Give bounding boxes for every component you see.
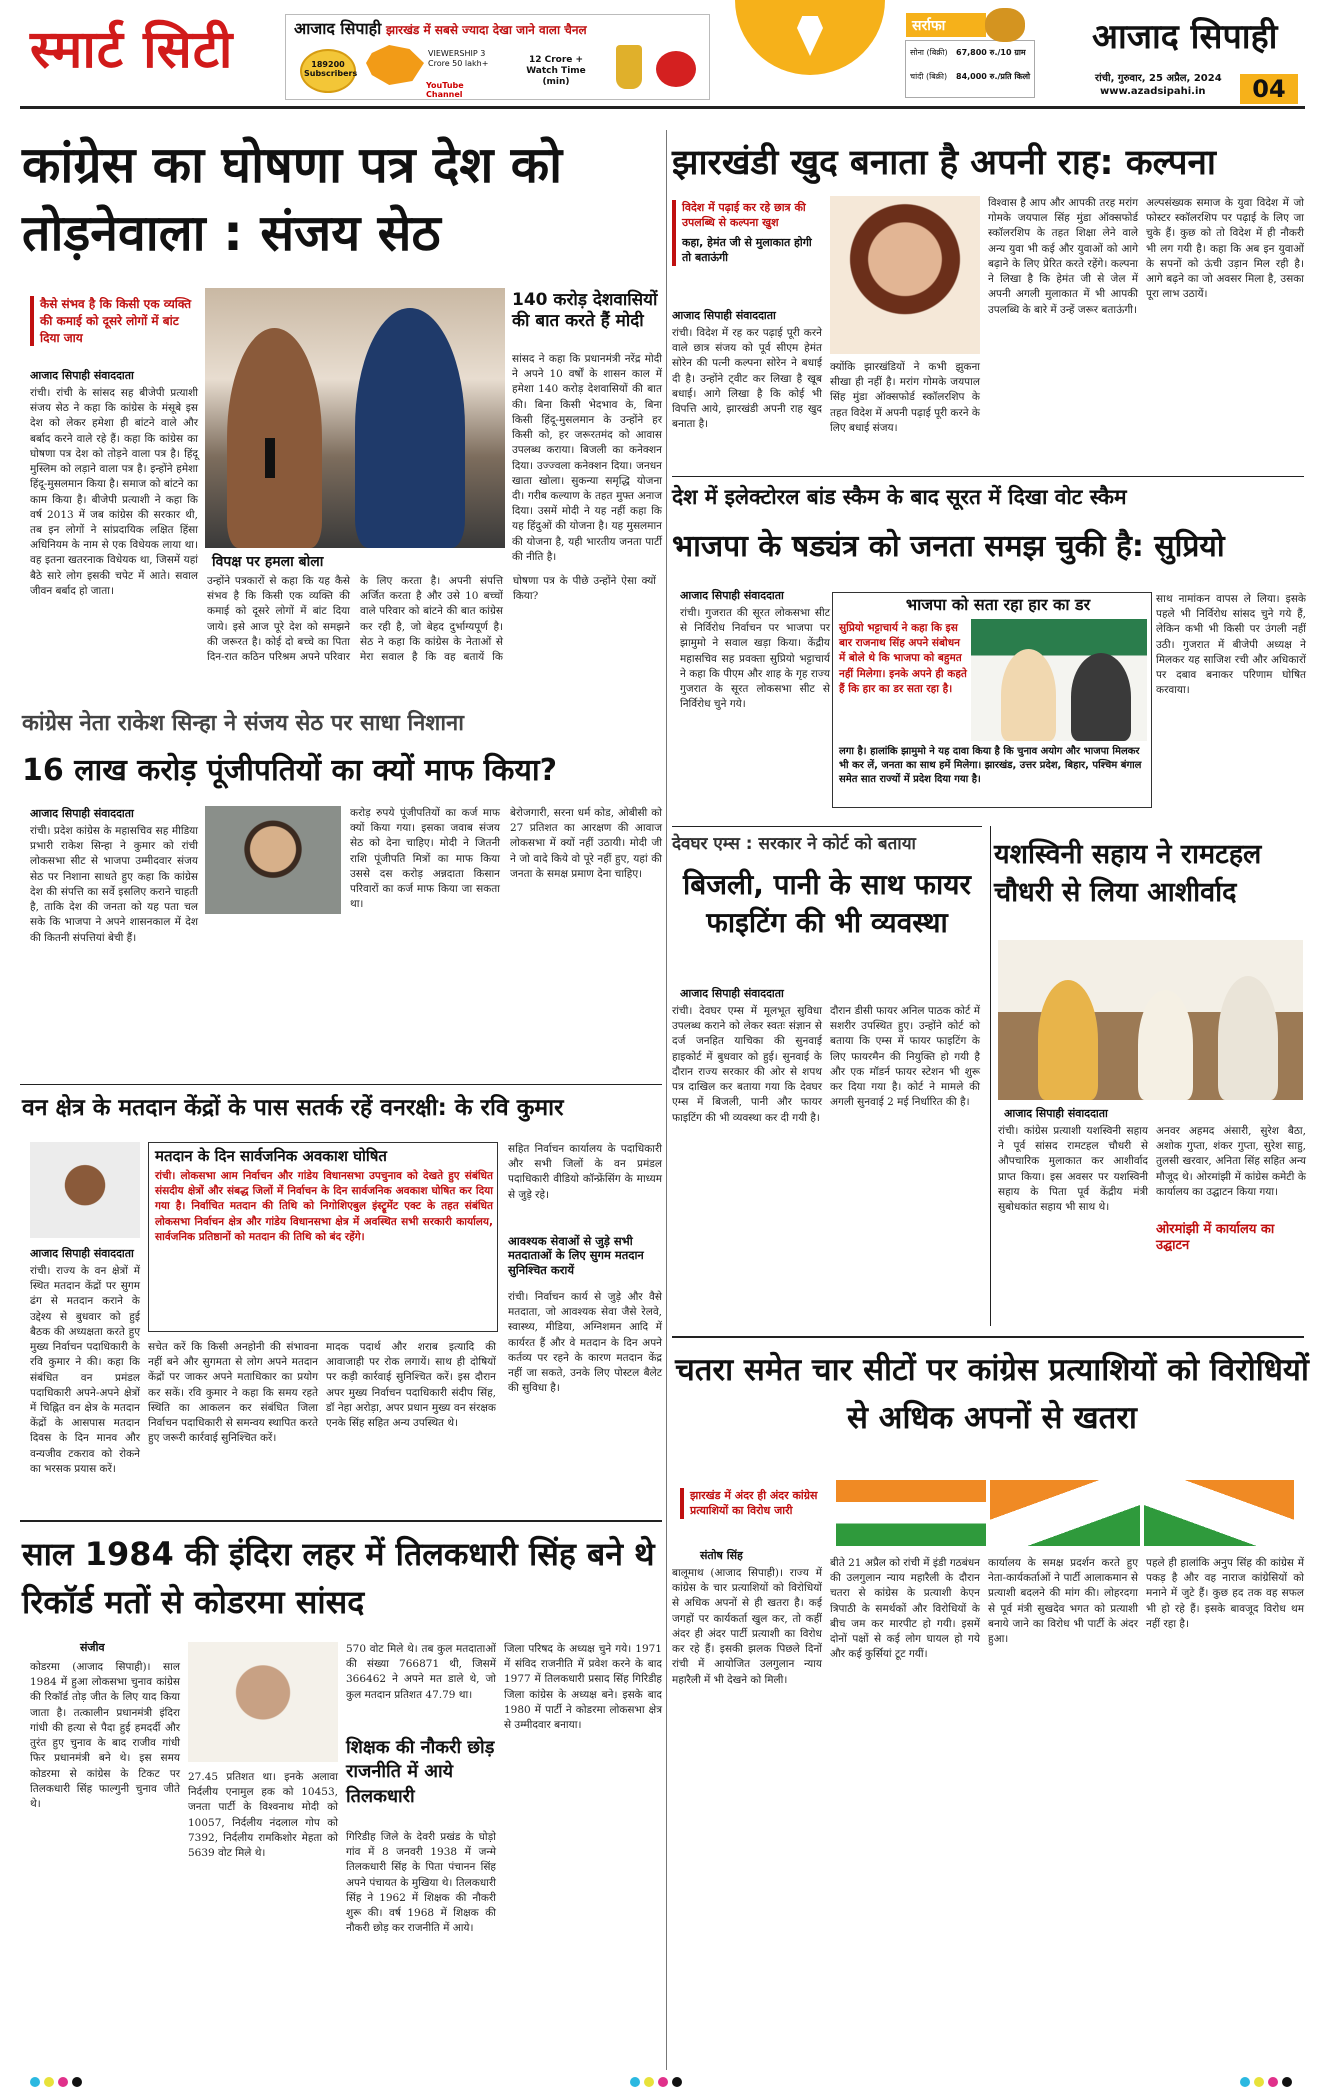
registration-marks-center (630, 2072, 686, 2091)
story1-headline: कांग्रेस का घोषणा पत्र देश को तोड़नेवाला : संजय सेठ (22, 136, 563, 262)
story9-body4: गिरिडीह जिले के देवरी प्रखंड के घोड़ो गांव में 8 जनवरी 1938 में जन्मे तिलकधारी सिंह के पिता पंचानन सिंह अपने पंचायत के मुखिया थे। तिलकधारी सिंह ने 1962 में शिक्षक की नौकरी शुरू की। वर्ष 1968 में शिक्षक की नौकरी छोड़ कर राजनीति में आये। (346, 1831, 496, 1935)
story8-flag-photo-1 (836, 1480, 986, 1546)
dot-cyan (630, 2077, 640, 2087)
story3-box (832, 592, 1152, 808)
story2-body2: क्योंकि झारखंडियों ने कभी झुकना सीखा ही नहीं है। मरांग गोमके जयपाल सिंह मुंडा ऑक्सफोर्ड स्कॉलरशिप के तहत विदेश में अपनी पढ़ाई पूरी करने के लिए बधाई संजय। (830, 361, 980, 434)
story7-photo (30, 1142, 140, 1238)
story8-flag-photo-2 (990, 1480, 1140, 1546)
story1-body1: रांची। रांची के सांसद सह बीजेपी प्रत्याशी संजय सेठ ने कहा कि कांग्रेस के मंसूबे इस देश को लेकर हमेशा ही बांटने वाले और बर्बाद करने वाले रहे हैं। कहा कि कांग्रेस का घोषणा पत्र देश को तोड़ने वाला पत्र है। हिंदू मुस्लिम को लड़ाने वाला पत्र है। इन्होंने हमेशा हिंदू-मुसलमान किया है। समाज को बांटने का काम किया है। बीजेपी प्रत्याशी ने कहा कि वर्ष 2013 में जब कांग्रेस की सरकार थी, तब इन लोगों ने सांप्रदायिक लक्षित हिंसा अधिनियम के नाम से एक विधेयक लाया था। वह इतना खतरनाक विधेयक था, जिसमें यहां बैठे सारे लोग इसकी चपेट में आते। सवाल जीवन बर्बाद हो जाता। (30, 387, 198, 597)
silver-price: 84,000 रु./प्रति किलो (956, 72, 1031, 81)
dot-cyan (1240, 2077, 1250, 2087)
story8-divider (672, 1336, 1304, 1338)
dot-black (72, 2077, 82, 2087)
story1-photo (205, 288, 505, 548)
dot-magenta (1268, 2077, 1278, 2087)
story6-divider (990, 826, 991, 1326)
story4-body3: बेरोजगारी, सरना धर्म कोड, ओबीसी को 27 प्रतिशत का आरक्षण की आवाज लोकसभा में क्यों नहीं उठायी। मोदी जी ने जो वादे किये वो पूरे नहीं हुए, यहां की जनता के समक्ष प्रमाण देना चाहिए। (510, 807, 662, 880)
page-number: 04 (1240, 74, 1298, 104)
channel-ad (285, 14, 710, 100)
story5-body2: दौरान डीसी फायर अनिल पाठक कोर्ट में सशरीर उपस्थित हुए। उन्होंने कोर्ट को बताया कि एम्स में फायर फाइटिंग के लिए फायरमैन की नियुक्ति हो गयी है और एक मॉडर्न फायर स्टेशन भी शुरू कर दिया गया है। कोर्ट ने मामले की अगली सुनवाई 2 मई निर्धारित की है। (830, 1005, 980, 1109)
bullion-box (905, 18, 1035, 98)
story8-kicker: झारखंड में अंदर ही अंदर कांग्रेस प्रत्याशियों का विरोध जारी (680, 1488, 830, 1519)
story7-box-text: रांची। लोकसभा आम निर्वाचन और गांडेय विधानसभा उपचुनाव को देखते हुए संबंधित संसदीय क्षेत्रों और संबद्ध जिलों में निर्वाचन के दिन सार्वजनिक अवकाश घोषित कर दिया गया है। निर्वाचित मतदान की तिथि को निगोशिएबुल इंस्ट्रूमेंट एक्ट के तहत संबंधित लोकसभा निर्वाचन क्षेत्र और गांडेय विधानसभा क्षेत्र में अवस्थित सभी सरकारी कार्यालय, सार्वजनिक प्रतिष्ठानों को मतदान की तिथि को बंद रहेंगे। (155, 1170, 493, 1243)
dot-black (1282, 2077, 1292, 2087)
story4-kicker: कांग्रेस नेता राकेश सिन्हा ने संजय सेठ पर साधा निशाना (22, 711, 464, 736)
dot-magenta (58, 2077, 68, 2087)
story2-kicker-line1: विदेश में पढ़ाई कर रहे छात्र की उपलब्धि से कल्पना खुश (682, 201, 806, 230)
story6-byline: आजाद सिपाही संवाददाता (1004, 1107, 1108, 1120)
story5-body1: रांची। देवघर एम्स में मूलभूत सुविधा उपलब्ध कराने को लेकर स्वतः संज्ञान से दर्ज जनहित याचिका की सुनवाई हाइकोर्ट में बुधवार को हुई। सुनवाई के दौरान राज्य सरकार की ओर से शपथ पत्र दाखिल कर बताया गया कि देवघर एम्स में बिजली, पानी और फायर फाइटिंग की भी व्यवस्था कर दी गयी है। (672, 1005, 822, 1124)
story3-photo (971, 619, 1147, 741)
ad-watch-time: 12 Crore + Watch Time (min) (526, 55, 586, 87)
story9-photo (188, 1642, 338, 1762)
ad-subscribers: 189200 Subscribers (304, 60, 358, 78)
story9-body5: जिला परिषद के अध्यक्ष चुने गये। 1971 में संविद राजनीति में प्रवेश करने के बाद 1977 में तिलकधारी प्रसाद सिंह गिरिडीह जिला कांग्रेस के अध्यक्ष बने। इसके बाद 1980 में पार्टी ने कोडरमा लोकसभा क्षेत्र से उम्मीदवार बनाया। (504, 1643, 662, 1732)
bullion-label: सर्राफा (906, 13, 986, 37)
story3-box-title: भाजपा को सता रहा हार का डर (905, 595, 1091, 614)
story7-body3: मादक पदार्थ और शराब इत्यादि की आवाजाही पर रोक लगायें। साथ ही दोषियों पर कड़ी कार्रवाई सुनिश्चित करें। इस दौरान अपर मुख्य निर्वाचन पदाधिकारी संदीप सिंह, डॉ नेहा अरोड़ा, अपर प्रधान मुख्य वन संरक्षक एनके सिंह सहित अन्य उपस्थित थे। (326, 1341, 496, 1430)
gold-label: सोना (बिक्री) (910, 48, 948, 57)
story2-headline: झारखंडी खुद बनाता है अपनी राह: कल्पना (672, 143, 1216, 183)
silver-label: चांदी (बिक्री) (910, 72, 948, 81)
dot-magenta (658, 2077, 668, 2087)
story1-byline: आजाद सिपाही संवाददाता (30, 369, 134, 382)
dot-yellow (644, 2077, 654, 2087)
story1-pull-quote: कैसे संभव है कि किसी एक व्यक्ति की कमाई को दूसरे लोगों में बांट दिया जाय (30, 296, 198, 346)
story3-photo-caption: लगा है। हालांकि झामुमो ने यह दावा किया है कि चुनाव अयोग और भाजपा मिलकर भी कर लें, जनता का साथ हमें मिलेगा। झारखंड, उत्तर प्रदेश, बिहार, पश्चिम बंगाल समेत सात राज्यों में प्रदेश दिया गया है। (839, 746, 1142, 785)
story6-headline: यशस्विनी सहाय ने रामटहल चौधरी से लिया आशीर्वाद (994, 839, 1262, 908)
story8-body3: कार्यालय के समक्ष प्रदर्शन करते हुए नेता-कार्यकर्ताओं ने पार्टी आलाकमान से प्रत्याशी बदलने की मांग की। लोहरदगा से पूर्व मंत्री सुखदेव भगत को प्रत्याशी बनाये जाने का विरोध भी पार्टी के अंदर हुआ। (988, 1557, 1138, 1646)
story3-body2: साथ नामांकन वापस ले लिया। इसके पहले भी निर्विरोध सांसद चुने गये हैं, लेकिन कभी भी किसी पर उंगली नहीं उठी। गुजरात में बीजेपी अध्यक्ष ने मिलकर यह साजिश रची और अधिकारों पर दबाव बनाकर परिणाम घोषित करवाया। (1156, 593, 1306, 697)
story8-flag-photo-3 (1144, 1480, 1294, 1546)
story8-byline: संतोष सिंह (700, 1549, 743, 1562)
ad-tagline: झारखंड में सबसे ज्यादा देखा जाने वाला चैनल (386, 23, 587, 37)
story2-body4: अल्पसंख्यक समाज के युवा विदेश में जो फोस्टर स्कॉलरशिप पर पढ़ाई के लिए जा चुके हैं। कुछ को तो विदेश में ही नौकरी भी लग गयी है। कहा कि अब इन युवाओं के सपनों को ऊंची उड़ान मिल रही है। आगे बढ़ने का जो अवसर मिला है, उसका पूरा लाभ उठायें। (1146, 197, 1304, 301)
ad-brand: आजाद सिपाही (294, 19, 382, 38)
ad-youtube: YouTube Channel (426, 81, 464, 99)
story7-divider (20, 1084, 662, 1085)
story2-kicker-line2: कहा, हेमंत जी से मुलाकात होगी तो बताऊंगी (682, 235, 812, 265)
story9-body2: 27.45 प्रतिशत था। इनके अलावा निर्दलीय एनामुल हक को 10453, जनता पार्टी के विश्वनाथ मोदी को 10057, निर्दलीय नंदलाल गोप को 7392, निर्दलीय रामकिशोर मेहता को 5639 वोट मिले थे। (188, 1771, 338, 1860)
registration-marks-left (30, 2072, 86, 2091)
story7-headline: वन क्षेत्र के मतदान केंद्रों के पास सतर्क रहें वनरक्षी: के रवि कुमार (22, 1095, 564, 1121)
story5-byline: आजाद सिपाही संवाददाता (680, 987, 784, 1000)
story5-divider (672, 826, 982, 827)
story3-box-text: सुप्रियो भट्टाचार्य ने कहा कि इस बार राजनाथ सिंह अपने संबोधन में बोले थे कि भाजपा को बहुमत नहीं मिलेगा। इनके अपने ही कहते हैं कि हार का डर सता रहा है। (839, 622, 967, 695)
story9-divider (20, 1520, 662, 1522)
ad-news-icon (656, 51, 696, 87)
dateline: रांची, गुरुवार, 25 अप्रैल, 2024 (1095, 73, 1222, 84)
story9-body1: कोडरमा (आजाद सिपाही)। साल 1984 में हुआ लोकसभा चुनाव कांग्रेस की रिकॉर्ड तोड़ जीत के लिए याद किया जाता है। तत्कालीन प्रधानमंत्री इंदिरा गांधी की हत्या से पैदा हुई हमदर्दी और तुरंत हुए चुनाव के बाद राजीव गांधी फिर प्रधानमंत्री बने थे। इस समय कोडरमा से कांग्रेस के टिकट पर तिलकधारी सिंह फाल्गुनी चुनाव जीते थे। (30, 1661, 180, 1810)
ad-trophy-icon (616, 45, 642, 89)
story4-headline: 16 लाख करोड़ पूंजीपतियों का क्यों माफ किया? (22, 753, 558, 788)
registration-marks-right (1240, 2072, 1296, 2091)
dot-yellow (1254, 2077, 1264, 2087)
story4-body2: करोड़ रुपये पूंजीपतियों का कर्ज माफ क्यों किया गया। इसका जवाब संजय सेठ को देना चाहिए। मोदी ने जितनी राशि पूंजीपति मित्रों का माफ किया उससे दस करोड़ अन्नदाता किसान परिवारों का कर्ज माफ किया जा सकता था। (350, 807, 500, 911)
story4-byline: आजाद सिपाही संवाददाता (30, 807, 134, 820)
center-column-rule (666, 130, 667, 2070)
story5-kicker: देवघर एम्स : सरकार ने कोर्ट को बताया (672, 834, 916, 854)
dot-black (672, 2077, 682, 2087)
story2-photo (830, 196, 980, 354)
dot-cyan (30, 2077, 40, 2087)
pen-nib-logo (735, 0, 885, 75)
story9-body3: 570 वोट मिले थे। तब कुल मतदाताओं की संख्या 766871 थी, जिसमें 366462 ने अपने मत डाले थे, जो कुल मतदान प्रतिशत 47.79 था। (346, 1643, 496, 1701)
moneybag-icon (985, 8, 1025, 42)
section-title: स्मार्ट सिटी (30, 20, 234, 80)
story9-byline: संजीव (80, 1641, 105, 1654)
masthead (0, 0, 1325, 105)
dot-yellow (44, 2077, 54, 2087)
story4-body1: रांची। प्रदेश कांग्रेस के महासचिव सह मीडिया प्रभारी राकेश सिन्हा ने कुमार को रांची लोकसभा सीट से भाजपा उम्मीदवार संजय सेठ पर निशाना साधते हुए कहा कि कांग्रेस देश की संपत्ति का सर्वे इसलिए कराने चाहती है, ताकि देश की जनता को यह पता चल सके कि भाजपा ने अपने शासनकाल में देश की कितनी संपत्तियां बेची हैं। (30, 825, 198, 944)
story3-body1: रांची। गुजरात की सूरत लोकसभा सीट से निर्विरोध निर्वाचन पर भाजपा पर झामुमो ने सवाल खड़ा किया। केंद्रीय महासचिव सह प्रवक्ता सुप्रियो भट्टाचार्य ने कहा कि पीएम और शाह के गृह राज्य गुजरात के सूरत लोकसभा सीट से निर्विरोध चुने गये। (680, 607, 830, 711)
story6-photo (998, 940, 1303, 1100)
story2-body3: विश्वास है आप और आपकी तरह मरांग गोमके जयपाल सिंह मुंडा ऑक्सफोर्ड स्कॉलरशिप के तहत शिक्षा लेने वाले अन्य युवा भी कई और युवाओं को आगे बढ़ाने के लिए प्रेरित करते रहेंगे। कल्पना ने लिखा है कि हेमंत जी से जेल में अपनी अगली मुलाकात में भी आपकी उपलब्धि के बारे में उन्हें जरूर बताऊंगी। (988, 197, 1138, 316)
story1-body2: उन्होंने पत्रकारों से कहा कि यह कैसे संभव है कि किसी एक व्यक्ति की कमाई को दूसरे लोगों में बांट दिया जाये। इसे आज पूरे देश को समझने की जरूरत है। कोई दो बच्चे का पिता दिन-रात कठिन परिश्रम अपने परिवार के लिए करता है। अपनी संपत्ति अर्जित करता है और उसे 10 बच्चों वाले परिवार को बांटने की बात कांग्रेस कर रही है, जो बेहद दुर्भाग्यपूर्ण है। सेठ ने कहा कि कांग्रेस के नेताओं से मेरा सवाल है कि वह बतायें कि घोषणा पत्र के पीछे उन्होंने ऐसा क्यों किया? (207, 575, 656, 664)
website: www.azadsipahi.in (1100, 86, 1206, 97)
story6-body1: रांची। कांग्रेस प्रत्याशी यशस्विनी सहाय ने पूर्व सांसद रामटहल चौधरी से औपचारिक मुलाकात कर आशीर्वाद प्राप्त किया। इस अवसर पर यशस्विनी सहाय के पिता पूर्व केंद्रीय मंत्री सुबोधकांत सहाय भी साथ थे। (998, 1125, 1148, 1214)
story6-body2: अनवर अहमद अंसारी, सुरेश बैठा, अशोक गुप्ता, शंकर गुप्ता, सुरेश साहु, तुलसी खरवार, अनिता सिंह सहित अन्य मौजूद थे। ओरमांझी में कांग्रेस कमेटी के कार्यालय का उद्घाटन किया गया। (1156, 1125, 1306, 1198)
story2-kicker (672, 200, 822, 266)
story5-headline: बिजली, पानी के साथ फायर फाइटिंग की भी व्यवस्था (683, 868, 971, 939)
story8-body2: बीते 21 अप्रैल को रांची में इंडी गठबंधन की उलगुलान न्याय महारैली के दौरान चतरा से कांग्रेस के प्रत्याशी केएन त्रिपाठी के समर्थकों और विरोधियों के बीच जम कर मारपीट हो गयी। इसमें दोनों पक्षों से कई लोग घायल हो गये और कई कुर्सियां टूट गयीं। (830, 1557, 980, 1661)
band1-divider (672, 476, 1304, 477)
microphone-icon (265, 438, 275, 478)
story8-body1: बालूमाथ (आजाद सिपाही)। राज्य में कांग्रेस के चार प्रत्याशियों को विरोधियों से अधिक अपनों से ही खतरा है। कई जगहों पर कार्यकर्ता खुल कर, तो कहीं अंदर ही अंदर पार्टी प्रत्याशी का विरोध कर रहे हैं। इसकी झलक पिछले दिनों रांची में आयोजित उलगुलान न्याय महारैली में भी देखने को मिली। (672, 1567, 822, 1686)
story2-body1: रांची। विदेश में रह कर पढ़ाई पूरी करने वाले छात्र संजय को पूर्व सीएम हेमंत सोरेन की पत्नी कल्पना सोरेन ने बधाई दी है। उन्होंने ट्वीट कर लिखा है खूब बधाई। आगे लिखा है कि कोई भी विपत्ति आये, झारखंडी अपनी राह खुद बनाता है। (672, 327, 822, 431)
story6-subhead: ओरमांझी में कार्यालय का उद्घाटन (1156, 1222, 1275, 1254)
story9-subhead: शिक्षक की नौकरी छोड़ राजनीति में आये तिलकधारी (346, 1737, 495, 1807)
gold-price: 67,800 रु./10 ग्राम (956, 48, 1026, 57)
story7-box (148, 1142, 498, 1332)
masthead-divider (20, 106, 1305, 109)
story1-subhead: 140 करोड़ देशवासियों की बात करते हैं मोदी (512, 290, 658, 332)
story9-headline: साल 1984 की इंदिरा लहर में तिलकधारी सिंह बने थे रिकॉर्ड मतों से कोडरमा सांसद (22, 1535, 655, 1621)
story2-byline: आजाद सिपाही संवाददाता (672, 309, 776, 322)
story7-byline: आजाद सिपाही संवाददाता (30, 1247, 134, 1260)
ad-viewership: VIEWERSHIP 3 Crore 50 lakh+ (428, 49, 489, 68)
story1-photo-caption: विपक्ष पर हमला बोला (212, 554, 324, 570)
pen-nib-icon (797, 16, 823, 56)
story7-body5: रांची। निर्वाचन कार्य से जुड़े और वैसे मतदाता, जो आवश्यक सेवा जैसे रेलवे, स्वास्थ्य, मीडिया, अग्निशमन आदि में कार्यरत हैं और वे मतदान के दिन अपने कर्तव्य पर रहने के कारण मतदान केंद्र नहीं जा सकते, उनके लिए पोस्टल बैलेट की सुविधा है। (508, 1291, 662, 1395)
story3-headline: भाजपा के षड्यंत्र को जनता समझ चुकी है: सुप्रियो (672, 529, 1225, 564)
story7-body1: रांची। राज्य के वन क्षेत्रों में स्थित मतदान केंद्रों पर सुगम ढंग से मतदान कराने के उद्देश्य से बुधवार को हुई बैठक की अध्यक्षता करते हुए मुख्य निर्वाचन पदाधिकारी के रवि कुमार ने की। कहा कि संबंधित वन प्रमंडल पदाधिकारी अपने-अपने क्षेत्रों में चिह्नित वन क्षेत्र के मतदान केंद्रों के आसपास मतदान दिवस के दिन मानव और वन्यजीव टकराव को रोकने का भरसक प्रयास करें। (30, 1265, 140, 1475)
paper-name: आजाद सिपाही (1092, 17, 1278, 57)
story4-photo (205, 806, 341, 914)
story7-body2: सचेत करें कि किसी अनहोनी की संभावना नहीं बने और सुगमता से लोग अपने मतदान केंद्रों पर जाकर अपने मताधिकार का प्रयोग कर सकें। रवि कुमार ने कहा कि समय रहते स्थिति का आकलन कर संबंधित जिला निर्वाचन पदाधिकारी से समन्वय स्थापित करते हुए जरूरी कार्रवाई सुनिश्चित करें। (148, 1341, 318, 1445)
story7-body4: सहित निर्वाचन कार्यालय के पदाधिकारी और सभी जिलों के वन प्रमंडल पदाधिकारी वीडियो कॉन्फ्रेंसिंग के माध्यम से जुड़े रहे। (508, 1143, 662, 1201)
story1-body3: सांसद ने कहा कि प्रधानमंत्री नरेंद्र मोदी ने अपने 10 वर्षों के शासन काल में हमेशा 140 करोड़ देशवासियों की बात की। बिना किसी भेदभाव के, बिना किसी हिंदू-मुसलमान के उन्होंने हर किसी को, हर जरूरतमंद को आवास उपलब्ध कराया। बिजली का कनेक्शन दिया। उज्ज्वला कनेक्शन दिया। जनधन खाता खोला। सुकन्या समृद्धि योजना दी। गरीब कल्याण के तहत मुफ्त अनाज दिया। उसमें मोदी ने यह नहीं कहा कि यह हिंदुओं की योजना है। यह मुसलमान की योजना है, यही भारतीय जनता पार्टी की नीति है। (512, 353, 662, 563)
story7-box-title: मतदान के दिन सार्वजनिक अवकाश घोषित (155, 1147, 387, 1165)
jharkhand-map (366, 45, 424, 85)
story7-subhead: आवश्यक सेवाओं से जुड़े सभी मतदाताओं के लिए सुगम मतदान सुनिश्चित करायें (508, 1234, 644, 1277)
story8-headline: चतरा समेत चार सीटों पर कांग्रेस प्रत्याशियों को विरोधियों से अधिक अपनों से खतरा (675, 1352, 1309, 1437)
band1-headline: देश में इलेक्टोरल बांड स्कैम के बाद सूरत में दिखा वोट स्कैम (672, 485, 1127, 509)
story3-byline: आजाद सिपाही संवाददाता (680, 589, 784, 602)
story8-body4: पहले ही हालांकि अनुप सिंह की कांग्रेस में पकड़ है और वह नाराज कांग्रेसियों को मनाने में जुटे हैं। कुछ हद तक वह सफल भी हो रहे हैं। इसके बावजूद विरोध थम नहीं रहा है। (1146, 1557, 1304, 1630)
